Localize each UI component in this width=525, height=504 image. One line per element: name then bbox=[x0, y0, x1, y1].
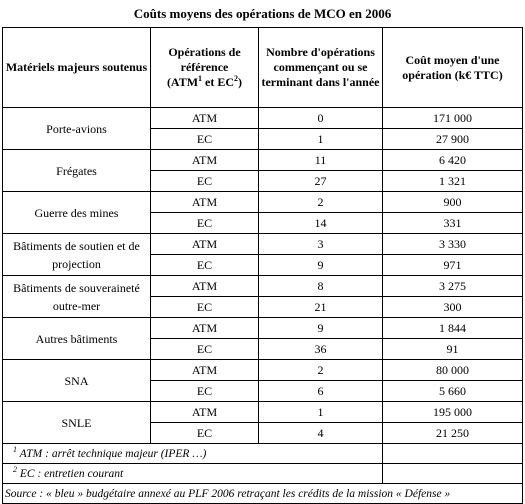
nombre-cell: 6 bbox=[259, 381, 383, 402]
footnote-2-empty bbox=[383, 464, 523, 484]
footnote-2-marker: 2 bbox=[13, 464, 17, 474]
footnote-1-empty bbox=[383, 444, 523, 464]
operation-cell: ATM bbox=[151, 192, 259, 213]
nombre-cell: 36 bbox=[259, 339, 383, 360]
header-operations-and-ec: et EC bbox=[202, 75, 235, 89]
footnote-1 bbox=[3, 444, 383, 464]
operation-cell: EC bbox=[151, 171, 259, 192]
cout-cell: 6 420 bbox=[383, 150, 523, 171]
nombre-cell: 1 bbox=[259, 129, 383, 150]
operation-cell: ATM bbox=[151, 150, 259, 171]
operation-cell: EC bbox=[151, 255, 259, 276]
footnote-1-marker: 1 bbox=[13, 444, 17, 454]
header-operations-label: Opérations de référence bbox=[168, 45, 241, 74]
nombre-cell: 9 bbox=[259, 318, 383, 339]
operation-cell: ATM bbox=[151, 276, 259, 297]
nombre-cell: 2 bbox=[259, 192, 383, 213]
materiel-cell: Autres bâtiments bbox=[3, 318, 151, 360]
operation-cell: EC bbox=[151, 297, 259, 318]
nombre-cell: 4 bbox=[259, 423, 383, 444]
operation-cell: ATM bbox=[151, 360, 259, 381]
table-row bbox=[3, 192, 523, 213]
materiel-cell: SNA bbox=[3, 360, 151, 402]
header-cout: Coût moyen d'une opération (k€ TTC) bbox=[383, 28, 523, 108]
nombre-cell: 2 bbox=[259, 360, 383, 381]
header-nombre: Nombre d'opérations commençant ou se terminant dans l'année bbox=[259, 28, 383, 108]
operation-cell: ATM bbox=[151, 318, 259, 339]
cout-cell: 1 844 bbox=[383, 318, 523, 339]
materiel-cell: Bâtiments de soutien et de projection bbox=[3, 234, 151, 276]
table-row bbox=[3, 234, 523, 255]
operation-cell: ATM bbox=[151, 402, 259, 423]
materiel-cell: Porte-avions bbox=[3, 108, 151, 150]
table-row bbox=[3, 276, 523, 297]
operation-cell: ATM bbox=[151, 234, 259, 255]
table-row bbox=[3, 360, 523, 381]
operation-cell: ATM bbox=[151, 108, 259, 129]
materiel-cell: Frégates bbox=[3, 150, 151, 192]
footnote-2 bbox=[3, 464, 383, 484]
cout-cell: 1 321 bbox=[383, 171, 523, 192]
nombre-cell: 0 bbox=[259, 108, 383, 129]
table-row bbox=[3, 402, 523, 423]
table-row bbox=[3, 108, 523, 129]
cout-cell: 3 330 bbox=[383, 234, 523, 255]
nombre-cell: 8 bbox=[259, 276, 383, 297]
table-title: Coûts moyens des opérations de MCO en 2006 bbox=[133, 6, 392, 21]
cout-cell: 5 660 bbox=[383, 381, 523, 402]
operation-cell: EC bbox=[151, 213, 259, 234]
cout-cell: 300 bbox=[383, 297, 523, 318]
cout-cell: 91 bbox=[383, 339, 523, 360]
nombre-cell: 3 bbox=[259, 234, 383, 255]
table-row bbox=[3, 318, 523, 339]
operation-cell: EC bbox=[151, 339, 259, 360]
operation-cell: EC bbox=[151, 381, 259, 402]
nombre-cell: 9 bbox=[259, 255, 383, 276]
header-materiels: Matériels majeurs soutenus bbox=[3, 28, 151, 108]
mco-costs-table bbox=[2, 27, 523, 504]
cout-cell: 3 275 bbox=[383, 276, 523, 297]
source-note: Source : « bleu » budgétaire annexé au PLF 2006 retraçant les crédits de la mission « Défense » bbox=[3, 484, 523, 504]
nombre-cell: 21 bbox=[259, 297, 383, 318]
nombre-cell: 14 bbox=[259, 213, 383, 234]
cout-cell: 80 000 bbox=[383, 360, 523, 381]
cout-cell: 971 bbox=[383, 255, 523, 276]
materiel-cell: Bâtiments de souveraineté outre-mer bbox=[3, 276, 151, 318]
materiel-cell: SNLE bbox=[3, 402, 151, 444]
header-footnote-2: 2 bbox=[234, 74, 239, 83]
footnote-2-text: EC : entretien courant bbox=[17, 467, 124, 480]
footnote-1-text: ATM : arrêt technique majeur (IPER …) bbox=[17, 447, 207, 460]
header-operations-paren-close: ) bbox=[238, 75, 243, 89]
cout-cell: 21 250 bbox=[383, 423, 523, 444]
cout-cell: 900 bbox=[383, 192, 523, 213]
cout-cell: 171 000 bbox=[383, 108, 523, 129]
header-footnote-1: 1 bbox=[198, 74, 203, 83]
nombre-cell: 11 bbox=[259, 150, 383, 171]
cout-cell: 331 bbox=[383, 213, 523, 234]
nombre-cell: 1 bbox=[259, 402, 383, 423]
header-operations-paren-open: (ATM bbox=[166, 75, 199, 89]
header-operations bbox=[151, 28, 259, 108]
cout-cell: 27 900 bbox=[383, 129, 523, 150]
operation-cell: EC bbox=[151, 423, 259, 444]
materiel-cell: Guerre des mines bbox=[3, 192, 151, 234]
cout-cell: 195 000 bbox=[383, 402, 523, 423]
nombre-cell: 27 bbox=[259, 171, 383, 192]
table-row bbox=[3, 150, 523, 171]
operation-cell: EC bbox=[151, 129, 259, 150]
